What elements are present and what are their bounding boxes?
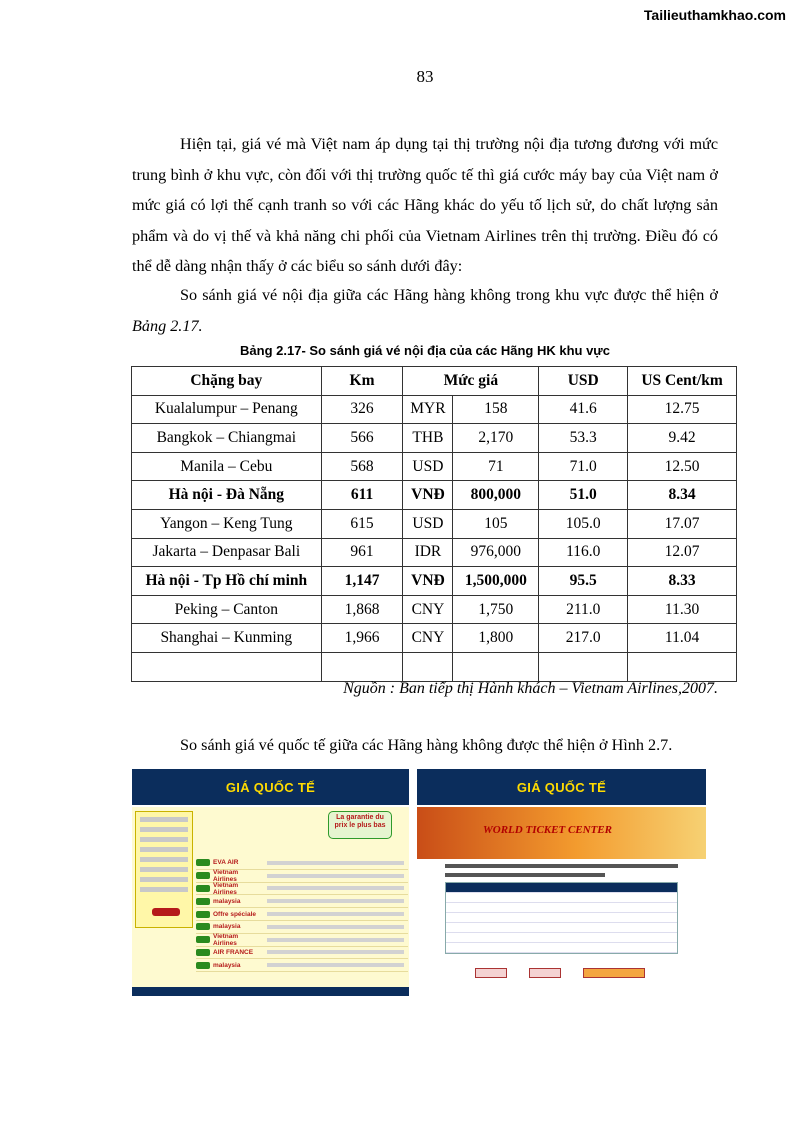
cell-km: 566	[321, 424, 403, 453]
cell-usd: 41.6	[539, 395, 628, 424]
offer-row	[196, 959, 408, 972]
cell-price: 976,000	[453, 538, 539, 567]
cell-price: 800,000	[453, 481, 539, 510]
table-row	[132, 567, 737, 596]
cell-route: Peking – Canton	[132, 595, 322, 624]
cell-km: 611	[321, 481, 403, 510]
cell-cent: 9.42	[628, 424, 737, 453]
page-number: 83	[416, 67, 434, 86]
guarantee-badge: La garantie du prix le plus bas	[328, 811, 392, 839]
table-header-row	[132, 367, 737, 396]
cell-cent: 8.34	[628, 481, 737, 510]
cell-cent: 11.04	[628, 624, 737, 653]
cell-price: 71	[453, 452, 539, 481]
cell-cent: 12.75	[628, 395, 737, 424]
search-button	[152, 908, 180, 916]
cell-route: Shanghai – Kunming	[132, 624, 322, 653]
airline-logo: Offre spéciale	[213, 910, 256, 918]
cell-price: 2,170	[453, 424, 539, 453]
table-row	[132, 509, 737, 538]
cell-km: 1,868	[321, 595, 403, 624]
cell-cent: 12.50	[628, 452, 737, 481]
cell-cent: 12.07	[628, 538, 737, 567]
cell-cur: CNY	[403, 624, 453, 653]
airline-logo: AIR FRANCE	[213, 948, 254, 956]
figure-right-screenshot	[417, 769, 706, 996]
comparison-table	[131, 366, 737, 682]
print-button	[529, 968, 561, 978]
table-row	[132, 395, 737, 424]
cell-usd: 95.5	[539, 567, 628, 596]
offer-row	[196, 883, 408, 896]
cell-km: 961	[321, 538, 403, 567]
figure-left-screenshot	[132, 769, 409, 996]
figure-right-body	[417, 807, 706, 996]
cell-usd: 105.0	[539, 509, 628, 538]
paragraph-2	[132, 280, 718, 341]
cell-cur: CNY	[403, 595, 453, 624]
cell-price: 1,800	[453, 624, 539, 653]
figure-left-banner	[132, 769, 409, 805]
cell-cur: MYR	[403, 395, 453, 424]
cell-cur: VNĐ	[403, 567, 453, 596]
cell-cur: IDR	[403, 538, 453, 567]
watermark: Tailieuthamkhao.com	[643, 7, 786, 23]
cell-cur: USD	[403, 452, 453, 481]
airline-logo: EVA AIR	[213, 859, 239, 867]
cell-km: 568	[321, 452, 403, 481]
offer-row	[196, 947, 408, 960]
cell-route: Yangon – Keng Tung	[132, 509, 322, 538]
airline-logo: Vietnam Airlines	[213, 868, 239, 883]
cell-price: 158	[453, 395, 539, 424]
header-price: Mức giá	[403, 367, 539, 396]
cell-cent: 8.33	[628, 567, 737, 596]
offer-list	[196, 857, 408, 972]
offer-row	[196, 934, 408, 947]
cell-usd: 217.0	[539, 624, 628, 653]
table-row	[132, 424, 737, 453]
back-button	[475, 968, 507, 978]
cell-km: 1,147	[321, 567, 403, 596]
cell-cur: USD	[403, 509, 453, 538]
airline-logo: Vietnam Airlines	[213, 932, 239, 947]
cell-km: 326	[321, 395, 403, 424]
figure-left-body	[132, 807, 409, 996]
cell-route: Hà nội - Đà Nẵng	[132, 481, 322, 510]
table-row-empty	[132, 652, 737, 681]
world-ticket-center-header	[417, 807, 706, 859]
action-buttons	[475, 968, 706, 978]
cell-route: Kualalumpur – Penang	[132, 395, 322, 424]
cell-cent: 17.07	[628, 509, 737, 538]
cell-usd: 71.0	[539, 452, 628, 481]
cell-usd: 211.0	[539, 595, 628, 624]
fare-results-table	[445, 882, 678, 954]
search-form-panel	[135, 811, 193, 928]
cell-cur: THB	[403, 424, 453, 453]
cell-route: Hà nội - Tp Hồ chí minh	[132, 567, 322, 596]
cell-km: 1,966	[321, 624, 403, 653]
table-reference: Bảng 2.17.	[132, 316, 203, 335]
cell-usd: 51.0	[539, 481, 628, 510]
instruction-line	[445, 873, 605, 877]
header-route: Chặng bay	[132, 367, 322, 396]
world-ticket-center-title: WORLD TICKET CENTER	[483, 824, 612, 836]
table-source: Nguồn : Ban tiếp thị Hành khách – Vietnam Airlines,2007.	[343, 680, 718, 697]
airline-logo: malaysia	[213, 897, 241, 905]
cell-km: 615	[321, 509, 403, 538]
table-row	[132, 624, 737, 653]
figure-right-banner	[417, 769, 706, 805]
cell-usd: 116.0	[539, 538, 628, 567]
cell-usd: 53.3	[539, 424, 628, 453]
instruction-line	[445, 864, 678, 868]
cell-cur: VNĐ	[403, 481, 453, 510]
cell-route: Manila – Cebu	[132, 452, 322, 481]
cell-price: 1,750	[453, 595, 539, 624]
airline-logo: malaysia	[213, 923, 241, 931]
table-row	[132, 452, 737, 481]
cell-route: Bangkok – Chiangmai	[132, 424, 322, 453]
paragraph-2-text: So sánh giá vé nội địa giữa các Hãng hàng không trong khu vực được thể hiện ở	[180, 286, 718, 304]
cell-cent: 11.30	[628, 595, 737, 624]
offer-row	[196, 895, 408, 908]
figure-right-banner-title: GIÁ QUỐC TẾ	[516, 779, 607, 795]
table-row	[132, 481, 737, 510]
continue-button	[583, 968, 645, 978]
figure-left-banner-title: GIÁ QUỐC TẾ	[225, 779, 316, 795]
header-cent: US Cent/km	[628, 367, 737, 396]
cell-price: 1,500,000	[453, 567, 539, 596]
airline-logo: malaysia	[213, 961, 241, 969]
table-caption: Bảng 2.17- So sánh giá vé nội địa của các Hãng HK khu vực	[240, 343, 610, 358]
paragraph-1: Hiện tại, giá vé mà Việt nam áp dụng tại thị trường nội địa tương đương với mức trung bình ở khu vực, còn đối với thị trường quốc tế thì giá cước máy bay của Việt nam ở mức giá có lợi thế cạnh tranh so với các Hãng khác do yếu tố lịch sử, do chất lượng sản phẩm và do vị thế và khả năng chi phối của Vietnam Airlines trên thị trường. Điều đó có thể dễ dàng nhận thấy ở các biểu so sánh dưới đây:	[132, 135, 718, 275]
cell-route: Jakarta – Denpasar Bali	[132, 538, 322, 567]
airline-logo: Vietnam Airlines	[213, 881, 239, 896]
header-usd: USD	[539, 367, 628, 396]
figure-left-scrollbar	[132, 987, 409, 996]
table-row	[132, 538, 737, 567]
header-km: Km	[321, 367, 403, 396]
cell-price: 105	[453, 509, 539, 538]
paragraph-3: So sánh giá vé quốc tế giữa các Hãng hàng không được thể hiện ở Hình 2.7.	[180, 736, 673, 754]
offer-row	[196, 908, 408, 921]
table-row	[132, 595, 737, 624]
